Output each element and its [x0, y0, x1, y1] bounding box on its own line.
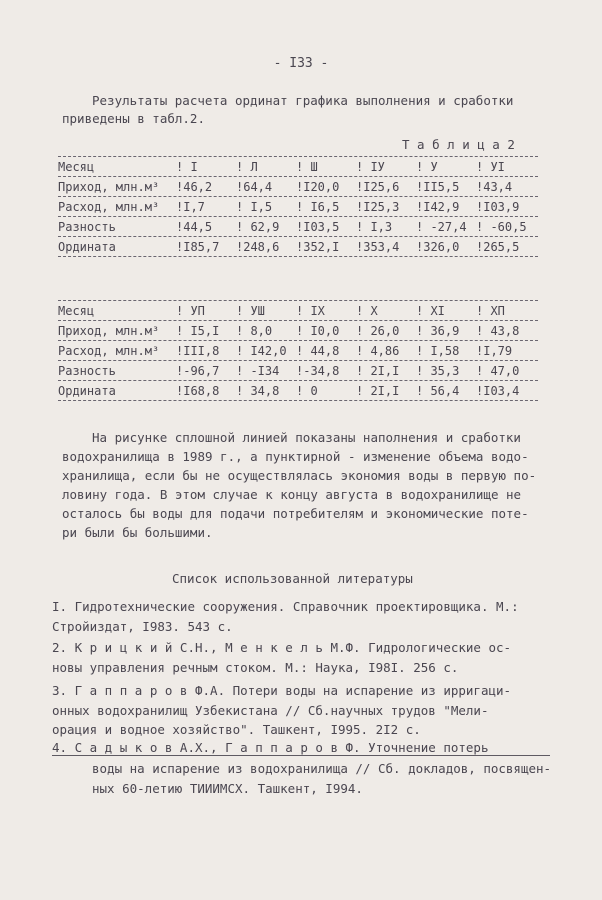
table-2: [58, 300, 538, 401]
table-cell: Разность: [58, 219, 116, 234]
table-cell: !44,5: [176, 219, 213, 234]
table-cell: !III,8: [176, 343, 220, 358]
table-cell: ! 34,8: [236, 383, 280, 398]
reference-line: 2. К р и ц к и й С.Н., М е н к е л ь М.Ф. Гидрологические ос-: [52, 640, 512, 655]
table-cell: !265,5: [476, 239, 520, 254]
table-row: [58, 341, 538, 360]
table-cell: ! X: [356, 303, 378, 318]
table-cell: !353,4: [356, 239, 400, 254]
intro-line-1: Результаты расчета ординат графика выполнения и сработки: [92, 93, 514, 108]
table-row: [58, 361, 538, 380]
reference-line: новы управления речным стоком. М.: Наука, I98I. 256 с.: [52, 660, 459, 675]
table-cell: !I25,3: [356, 199, 400, 214]
table-cell: Месяц: [58, 159, 95, 174]
table-caption: Т а б л и ц а 2: [402, 137, 515, 152]
table-cell: !I03,5: [296, 219, 340, 234]
table-cell: ! 35,3: [416, 363, 460, 378]
table-cell: ! 56,4: [416, 383, 460, 398]
table-row: [58, 177, 538, 196]
table-cell: Расход, млн.м³: [58, 343, 160, 358]
table-cell: !II5,5: [416, 179, 460, 194]
table-cell: ! 0: [296, 383, 318, 398]
table-cell: !I42,9: [416, 199, 460, 214]
table-cell: !46,2: [176, 179, 213, 194]
table-cell: ! У: [416, 159, 438, 174]
table-cell: ! 2I,I: [356, 383, 400, 398]
table-cell: Ордината: [58, 239, 116, 254]
table-divider: [58, 400, 538, 401]
table-cell: ! 4,86: [356, 343, 400, 358]
table-cell: Приход, млн.м³: [58, 323, 160, 338]
table-cell: ! I,58: [416, 343, 460, 358]
table-1: [58, 156, 538, 257]
table-cell: ! 8,0: [236, 323, 273, 338]
table-cell: ! -I34: [236, 363, 280, 378]
table-cell: ! 2I,I: [356, 363, 400, 378]
table-cell: Ордината: [58, 383, 116, 398]
paragraph-line: На рисунке сплошной линией показаны наполнения и сработки: [92, 430, 521, 445]
table-cell: ! Ш: [296, 159, 318, 174]
table-cell: !I85,7: [176, 239, 220, 254]
table-cell: !248,6: [236, 239, 280, 254]
table-cell: !-34,8: [296, 363, 340, 378]
table-cell: ! Л: [236, 159, 258, 174]
table-row: [58, 237, 538, 256]
reference-line: I. Гидротехнические сооружения. Справочник проектировщика. М.:: [52, 599, 519, 614]
table-cell: ! -27,4: [416, 219, 467, 234]
table-cell: ! 62,9: [236, 219, 280, 234]
table-cell: ! XI: [416, 303, 445, 318]
table-cell: !I03,9: [476, 199, 520, 214]
references-title: Список использованной литературы: [172, 571, 413, 586]
footer-line: ных 60-летию ТИИИМСХ. Ташкент, I994.: [92, 781, 363, 796]
reference-line: Стройиздат, I983. 543 с.: [52, 619, 233, 634]
table-cell: ! I,5: [236, 199, 273, 214]
table-row: [58, 157, 538, 176]
table-cell: !64,4: [236, 179, 273, 194]
table-cell: ! 47,0: [476, 363, 520, 378]
table-cell: ! 26,0: [356, 323, 400, 338]
table-cell: !I25,6: [356, 179, 400, 194]
paragraph-line: хранилища, если бы не осуществлялась экономия воды в первую по-: [62, 468, 537, 483]
table-cell: !352,I: [296, 239, 340, 254]
table-cell: ! I5,I: [176, 323, 220, 338]
table-cell: ! 44,8: [296, 343, 340, 358]
table-cell: !43,4: [476, 179, 513, 194]
table-cell: ! I,3: [356, 219, 393, 234]
table-cell: !I68,8: [176, 383, 220, 398]
table-cell: !I,7: [176, 199, 205, 214]
table-cell: ! УШ: [236, 303, 265, 318]
paragraph-line: ри были бы большими.: [62, 525, 213, 540]
table-cell: ! I0,0: [296, 323, 340, 338]
table-cell: ! I: [176, 159, 198, 174]
table-cell: ! 43,8: [476, 323, 520, 338]
footnote-rule: [52, 755, 550, 756]
table-cell: Разность: [58, 363, 116, 378]
table-cell: ! 36,9: [416, 323, 460, 338]
intro-line-2: приведены в табл.2.: [62, 111, 205, 126]
table-row: [58, 197, 538, 216]
table-cell: ! IУ: [356, 159, 385, 174]
table-cell: ! I6,5: [296, 199, 340, 214]
table-row: [58, 381, 538, 400]
table-cell: ! XП: [476, 303, 505, 318]
table-cell: Расход, млн.м³: [58, 199, 160, 214]
reference-line: 3. Г а п п а р о в Ф.А. Потери воды на испарение из ирригаци-: [52, 683, 512, 698]
table-cell: ! УП: [176, 303, 205, 318]
reference-line: орация и водное хозяйство". Ташкент, I995. 2I2 с.: [52, 722, 421, 737]
table-row: [58, 301, 538, 320]
table-cell: ! УI: [476, 159, 505, 174]
table-cell: ! IX: [296, 303, 325, 318]
paragraph-line: осталось бы воды для подачи потребителям и экономические поте-: [62, 506, 529, 521]
reference-line: 4. С а д ы к о в А.Х., Г а п п а р о в Ф. Уточнение потерь: [52, 740, 489, 755]
table-row: [58, 321, 538, 340]
table-cell: Месяц: [58, 303, 95, 318]
table-cell: Приход, млн.м³: [58, 179, 160, 194]
table-cell: ! I42,0: [236, 343, 287, 358]
table-cell: !-96,7: [176, 363, 220, 378]
table-divider: [58, 256, 538, 257]
reference-line: онных водохранилищ Узбекистана // Сб.научных трудов "Мели-: [52, 703, 489, 718]
table-cell: !I,79: [476, 343, 513, 358]
paragraph-line: ловину года. В этом случае к концу августа в водохранилище не: [62, 487, 522, 502]
page-number: - I33 -: [273, 56, 329, 71]
footer-line: воды на испарение из водохранилища // Сб. докладов, посвящен-: [92, 761, 552, 776]
table-cell: !I20,0: [296, 179, 340, 194]
table-row: [58, 217, 538, 236]
table-cell: !I03,4: [476, 383, 520, 398]
table-cell: ! -60,5: [476, 219, 527, 234]
table-cell: !326,0: [416, 239, 460, 254]
paragraph-line: водохранилища в 1989 г., а пунктирной - изменение объема водо-: [62, 449, 529, 464]
